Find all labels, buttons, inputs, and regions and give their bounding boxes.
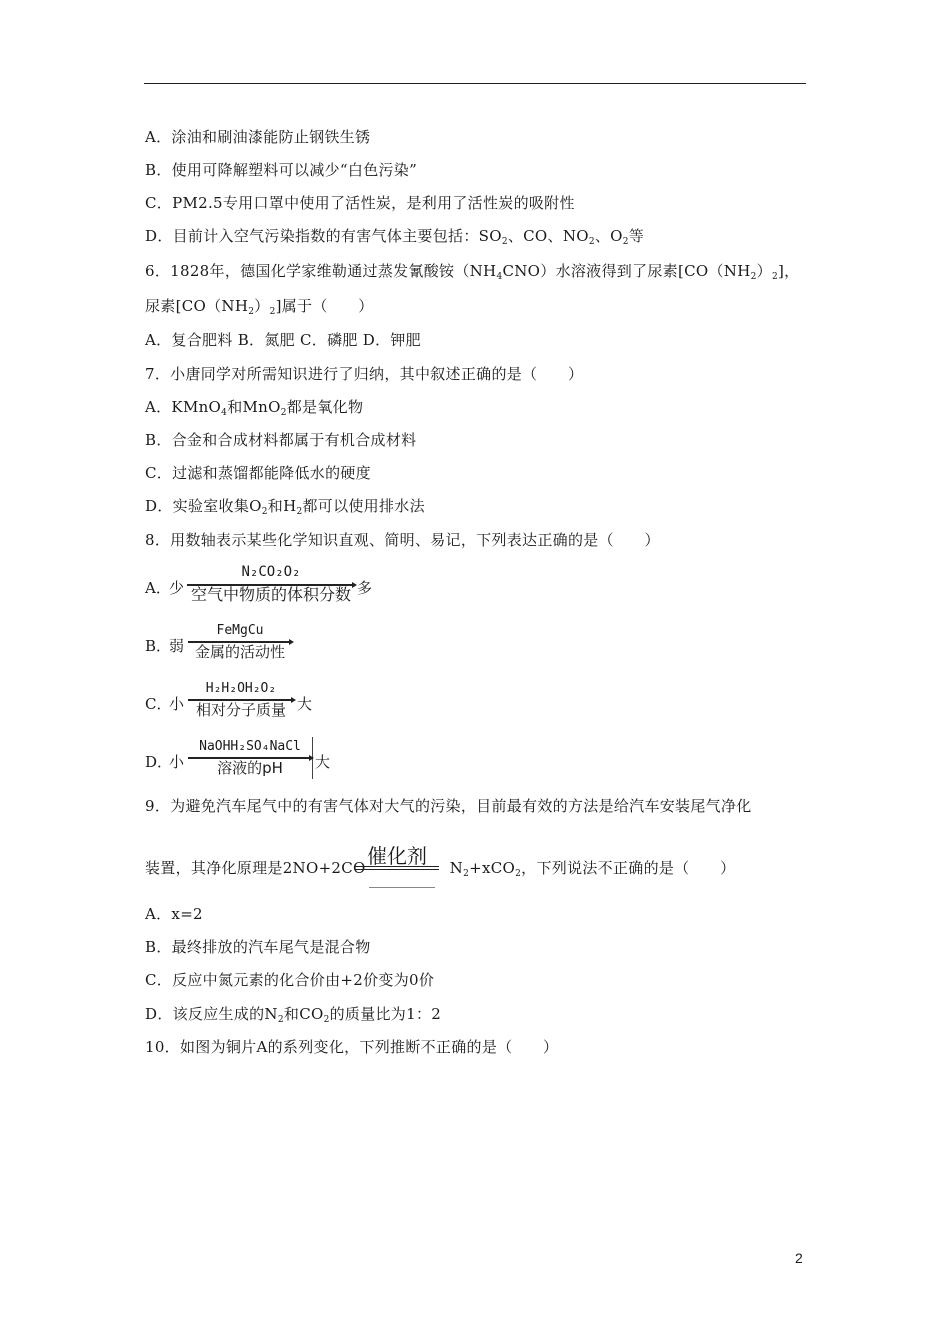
axis-bottom-label: 溶液的pH [217,759,283,777]
q7-option-b: B．合金和合成材料都属于有机合成材料 [145,431,417,449]
q8-option-a [145,562,385,610]
q8-option-d [145,737,345,781]
q5-option-a: A．涂油和刷油漆能防止钢铁生锈 [145,128,371,146]
option-label: C． [145,695,172,713]
q6-stem-line1: 6．1828年，德国化学家维勒通过蒸发氰酸铵$(NH_4CNO)$水溶液得到了尿素$[CO(NH_2)_2]$， [145,262,800,282]
axis-left-label: 弱 [169,637,185,655]
q7-option-c: C．过滤和蒸馏都能降低水的硬度 [145,464,371,482]
option-label: A． [145,579,171,597]
axis-bottom-label: 相对分子质量 [195,701,286,719]
axis-box [188,621,292,663]
option-label: B． [145,637,172,655]
axis-box [187,562,355,606]
axis-box [188,679,294,721]
underline [369,887,435,888]
q5-option-d: D．目前计入空气污染指数的有害气体主要包括：$SO_2$、CO、$NO_2$、$O_2$等 [145,227,645,247]
axis-bottom-label: 空气中物质的体积分数 [190,585,351,604]
header-rule [144,83,806,84]
q9-option-c: C．反应中氮元素的化合价由+2价变为0价 [145,971,435,989]
q9-option-a: A．x=2 [145,905,203,923]
equals-line-bottom [355,869,439,870]
axis-top-label: FeMgCu [216,623,264,638]
q7-stem: 7．小唐同学对所需知识进行了归纳，其中叙述正确的是（ ） [145,365,584,383]
page-number: 2 [795,1250,803,1266]
axis-box [188,737,313,779]
axis-right-label: 多 [357,579,373,597]
axis-right-label: 大 [315,753,331,771]
catalyst-arrow [355,840,439,890]
axis-right-label: 大 [297,695,313,713]
q6-stem-line2: 尿素$[CO(NH_2)_2]$属于（ ） [145,297,374,317]
q9-stem-line1: 9．为避免汽车尾气中的有害气体对大气的污染，目前最有效的方法是给汽车安装尾气净化 [145,797,752,815]
q8-option-c [145,679,325,723]
q9-option-b: B．最终排放的汽车尾气是混合物 [145,938,371,956]
axis-top-label: H₂H₂OH₂O₂ [205,681,277,696]
q8-option-b [145,621,305,665]
q5-option-c: C．PM2.5专用口罩中使用了活性炭，是利用了活性炭的吸附性 [145,194,575,212]
q10-stem: 10．如图为铜片A的系列变化，下列推断不正确的是（ ） [145,1038,559,1056]
axis-left-label: 小 [169,695,185,713]
catalyst-label: 催化剂 [367,844,427,868]
q6-options: A．复合肥料 B．氮肥 C．磷肥 D．钾肥 [145,331,421,349]
q9-option-d: D．该反应生成的$N_2$和$CO_2$的质量比为1：2 [145,1005,442,1025]
option-label: D． [145,753,173,771]
axis-bottom-label: 金属的活动性 [194,643,285,661]
axis-left-label: 少 [169,579,185,597]
q7-option-d: D．实验室收集$O_2$和$H_2$都可以使用排水法 [145,497,425,517]
axis-top-label: N₂CO₂O₂ [241,564,301,580]
q8-stem: 8．用数轴表示某些化学知识直观、简明、易记，下列表达正确的是（ ） [145,531,660,549]
axis-top-label: NaOHH₂SO₄NaCl [199,739,301,754]
q9-stem-line2: 装置，其净化原理是2NO+2CO $N_2+xCO_2$，下列说法不正确的是（ ） [145,859,736,879]
q5-option-b: B．使用可降解塑料可以减少“白色污染” [145,161,418,179]
axis-left-label: 小 [169,753,185,771]
q7-option-a: A．KMnO$_4$和MnO$_2$都是氧化物 [145,398,364,418]
equals-line-top [355,866,439,867]
